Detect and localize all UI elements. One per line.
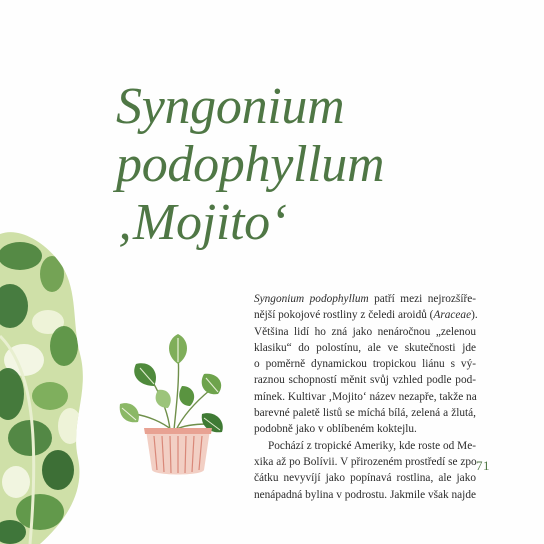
page-title	[116, 78, 384, 252]
title-line-2: podophyllum	[116, 136, 385, 193]
body-paragraphs	[254, 291, 481, 503]
body-line: Syngonium podophyllum patří mezi nejrozšíře-	[254, 293, 476, 305]
body-line: Pochází z tropické Ameriky, kde roste od Me-	[268, 439, 476, 452]
title-line-3: ‚Mojito‘	[116, 194, 287, 251]
body-line: nější pokojové rostliny z čeledi aroidů (Araceae).	[254, 309, 478, 322]
body-line: nenápadná bylina v podrostu. Jakmile však najde	[254, 488, 476, 501]
body-line: xika až po Bolívii. V přirozeném prostředí se zpo-	[254, 455, 481, 468]
body-line: o poměrně dynamickou tropickou liánu s vý-	[254, 358, 476, 371]
body-line: barevné paletě listů se míchá bílá, zelená a žlutá,	[254, 407, 476, 420]
body-line: mínek. Kultivar ‚Mojito‘ název nezapře, takže na	[254, 390, 477, 403]
page-number: 71	[476, 458, 490, 473]
title-line-1: Syngonium	[116, 78, 345, 135]
species-name: Syngonium podophyllum	[254, 293, 369, 305]
family-name: Araceae	[433, 309, 472, 322]
body-line: čátku nevyvíjí jako popínavá rostlina, ale jako	[254, 472, 476, 485]
body-line: klasiku“ do polostínu, ale ve skutečnosti jde	[254, 341, 476, 354]
variegated-leaf-illustration	[0, 226, 92, 544]
body-line: raznou schopností měnit svůj vzhled podle pod-	[254, 374, 476, 387]
body-line: podobně jako v oblíbeném koktejlu.	[254, 423, 417, 436]
potted-plant-illustration	[118, 330, 230, 480]
body-line: Většina lidí ho zná jako nenáročnou „zelenou	[254, 325, 476, 338]
